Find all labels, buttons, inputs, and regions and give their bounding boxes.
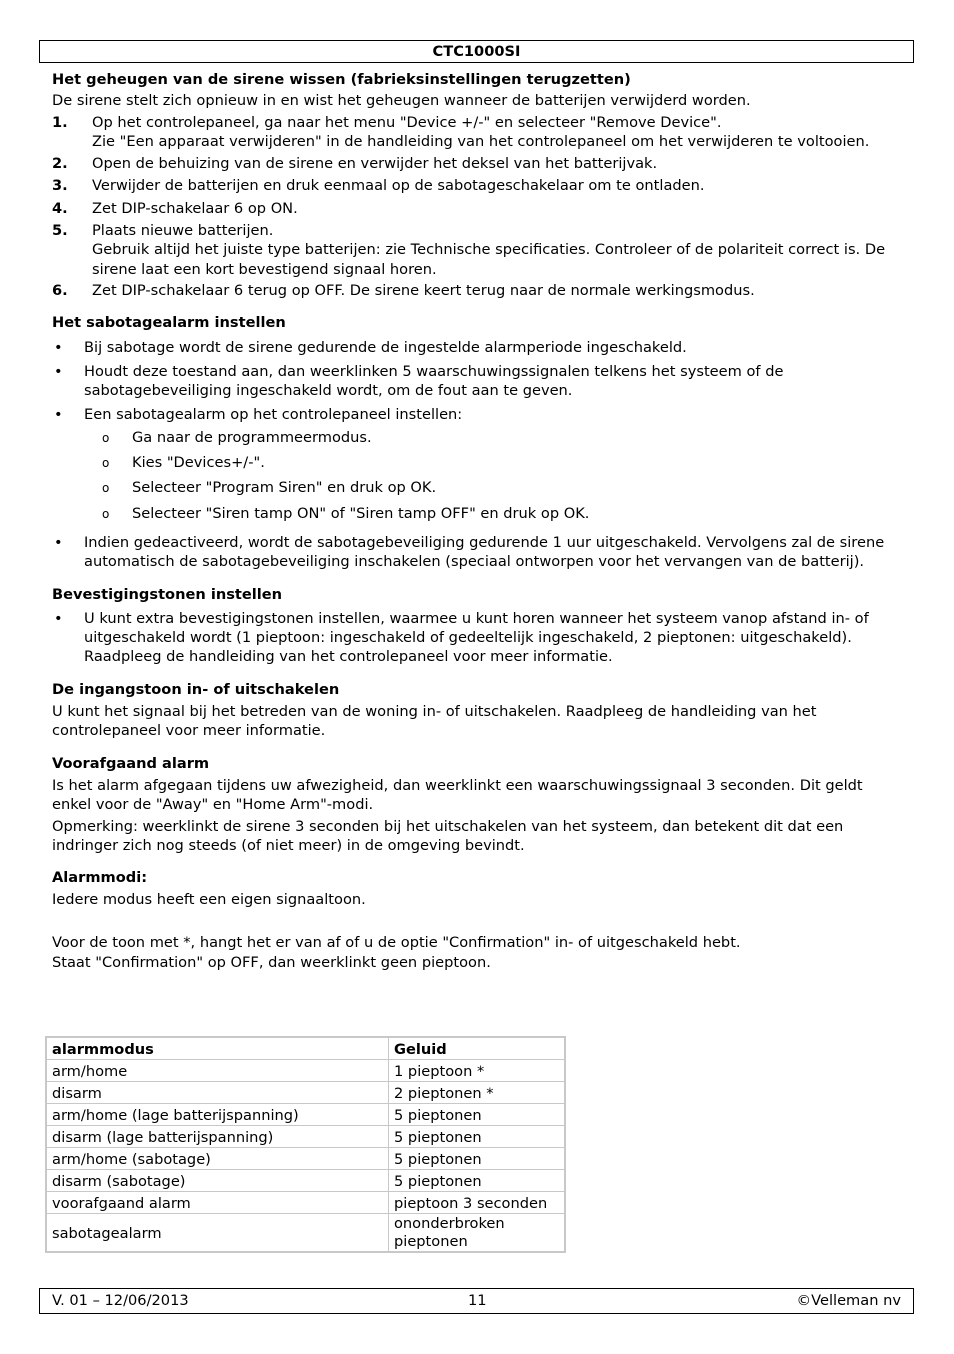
pre-alarm-text: Is het alarm afgegaan tijdens uw afwezigheid, dan weerklinkt een waarschuwingssignaal 3 seconden. Dit geldt enkel voor de "Away" en "Home Arm"-modi. [52,776,863,814]
table-cell: ononderbroken pieptonen [389,1214,566,1253]
table-cell: arm/home (sabotage) [46,1148,389,1170]
step-number: 5. [52,222,68,240]
step-text: Zie "Een apparaat verwijderen" in de handleiding van het controlepaneel om het verwijderen te voltooien. [92,132,870,150]
table-row [46,1060,565,1082]
footer-version: V. 01 – 12/06/2013 [52,1292,189,1309]
step-2 [52,154,902,173]
step-text: Open de behuizing van de sirene en verwijder het deksel van het batterijvak. [92,155,658,173]
tamper-substep: o Selecteer "Siren tamp ON" of "Siren tamp OFF" en druk op OK. [52,504,902,523]
pre-alarm-note: Opmerking: weerklinkt de sirene 3 seconden bij het uitschakelen van het systeem, dan betekent dit dat een indringer zich nog steeds (of niet meer) in de omgeving bevindt. [52,817,844,854]
step-number: 3. [52,177,68,195]
step-text: Zet DIP-schakelaar 6 terug op OFF. De sirene keert terug naar de normale werkingsmodus. [92,281,755,299]
table-cell: pieptoon 3 seconden [389,1192,566,1214]
table-cell: voorafgaand alarm [46,1192,389,1214]
table-cell: 5 pieptonen [389,1170,566,1192]
step-text: Gebruik altijd het juiste type batterijen: zie Technische specificaties. Controleer of de polariteit correct is. De sirene laat een kort bevestigend signaal horen. [92,241,886,278]
step-3 [52,176,902,195]
alarm-modes-table [45,1036,566,1253]
tamper-bullet: • Houdt deze toestand aan, dan weerklinken 5 waarschuwingssignalen telkens het systeem of de sabotagebeveiliging ingeschakeld wordt, om de fout aan te geven. [52,362,902,401]
tamper-bullet: • Een sabotagealarm op het controlepaneel instellen: [52,405,902,424]
table-cell: 5 pieptonen [389,1148,566,1170]
page-content [52,70,902,972]
step-text: Zet DIP-schakelaar 6 op ON. [92,199,298,217]
table-row [46,1214,565,1253]
step-number: 2. [52,155,68,173]
section-title-alarm-modes: Alarmmodi: [52,869,148,887]
reset-intro: De sirene stelt zich opnieuw in en wist het geheugen wanneer de batterijen verwijderd worden. [52,92,751,110]
table-header: alarmmodus [46,1037,389,1060]
table-row [46,1126,565,1148]
table-cell: 5 pieptonen [389,1126,566,1148]
page-header [39,40,914,63]
table-row [46,1148,565,1170]
page-footer [39,1288,914,1314]
section-title-reset: Het geheugen van de sirene wissen (fabrieksinstellingen terugzetten) [52,71,631,88]
step-4 [52,199,902,218]
alarm-modes-note: Staat "Confirmation" op OFF, dan weerklinkt geen pieptoon. [52,953,491,971]
section-title-entry-tone: De ingangstoon in- of uitschakelen [52,680,340,698]
step-1 [52,113,902,152]
table-cell: disarm (lage batterijspanning) [46,1126,389,1148]
table-cell: 2 pieptonen * [389,1082,566,1104]
table-cell: arm/home [46,1060,389,1082]
alarm-modes-note: Voor de toon met *, hangt het er van af of u de optie "Confirmation" in- of uitgeschakeld hebt. [52,933,741,951]
table-cell: arm/home (lage batterijspanning) [46,1104,389,1126]
tamper-substep: o Selecteer "Program Siren" en druk op OK. [52,478,902,497]
tamper-substep: o Ga naar de programmeermodus. [52,428,902,447]
table-cell: 5 pieptonen [389,1104,566,1126]
footer-page-number: 11 [468,1292,487,1309]
table-cell: 1 pieptoon * [389,1060,566,1082]
table-cell: disarm [46,1082,389,1104]
table-header-row [46,1037,565,1060]
tamper-bullet: • Bij sabotage wordt de sirene gedurende de ingestelde alarmperiode ingeschakeld. [52,338,902,357]
step-6 [52,281,902,300]
table-row [46,1170,565,1192]
tamper-substep: o Kies "Devices+/-". [52,453,902,472]
entry-tone-text: U kunt het signaal bij het betreden van de woning in- of uitschakelen. Raadpleeg de handleiding van het controlepaneel voor meer informatie. [52,703,817,740]
table-cell: sabotagealarm [46,1214,389,1253]
confirmation-bullet: • U kunt extra bevestigingstonen instellen, waarmee u kunt horen wanneer het systeem vanop afstand in- of uitgeschakeld wordt (1 pieptoon: ingeschakeld of gedeeltelijk ingeschakeld, 2 pieptonen: uitgeschakeld). Raadpleeg de handleiding van het controlepaneel voor meer informatie. [52,609,902,667]
section-title-confirmation: Bevestigingstonen instellen [52,585,283,603]
step-text: Plaats nieuwe batterijen. [92,222,274,240]
step-text: Op het controlepaneel, ga naar het menu "Device +/-" en selecteer "Remove Device". [92,113,722,131]
header-title: CTC1000SI [432,43,521,60]
section-title-pre-alarm: Voorafgaand alarm [52,754,210,772]
step-number: 4. [52,199,68,217]
step-number: 6. [52,281,68,299]
section-title-tamper: Het sabotagealarm instellen [52,314,286,332]
footer-copyright: ©Velleman nv [796,1292,901,1309]
table-row [46,1082,565,1104]
table-cell: disarm (sabotage) [46,1170,389,1192]
step-5 [52,221,902,279]
step-number: 1. [52,113,68,131]
table-row [46,1192,565,1214]
tamper-bullet: • Indien gedeactiveerd, wordt de sabotagebeveiliging gedurende 1 uur uitgeschakeld. Vervolgens zal de sirene automatisch de sabotagebeveiliging inschakelen (speciaal ontworpen voor het vervangen van de batterij). [52,533,902,572]
table-row [46,1104,565,1126]
table-header: Geluid [389,1037,566,1060]
step-text: Verwijder de batterijen en druk eenmaal op de sabotageschakelaar om te ontladen. [92,177,705,195]
alarm-modes-text: Iedere modus heeft een eigen signaaltoon. [52,891,366,909]
